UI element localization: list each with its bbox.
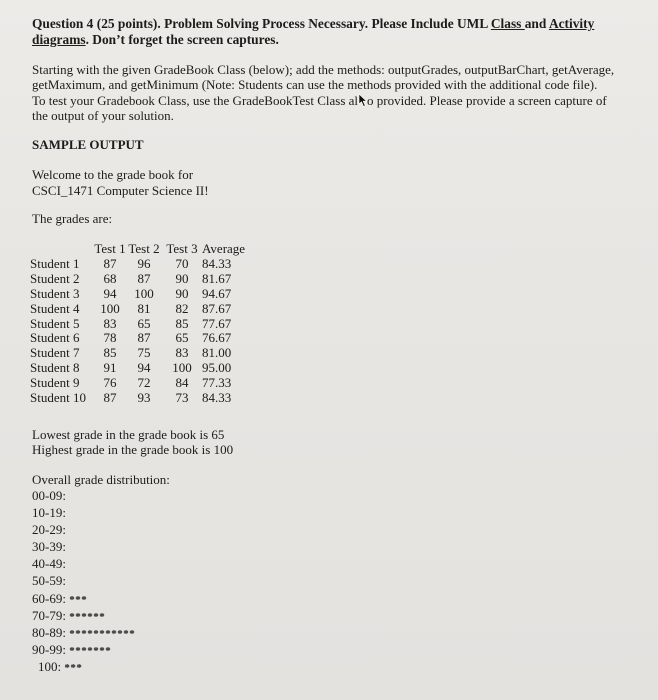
course-line: CSCI_1471 Computer Science II! — [32, 183, 209, 198]
table-row — [30, 302, 245, 317]
table-cell-student: Student 6 — [30, 330, 80, 346]
heading-text-a: Question 4 (25 points). Problem Solving Process Necessary. Please Include UML — [32, 16, 491, 31]
table-cell-t3: 70 — [175, 255, 189, 271]
heading-activity: Activity — [548, 16, 595, 31]
instructions-line: getMaximum, and getMinimum (Note: Students can use the methods provided with the additional code file). — [32, 77, 598, 93]
instructions-line: the output of your solution. — [32, 107, 174, 123]
table-cell-t3: 65 — [175, 330, 189, 346]
table-cell-avg: 84.33 — [202, 390, 232, 406]
table-cell-t2: 94 — [137, 360, 151, 376]
table-cell-student: Student 4 — [30, 300, 80, 316]
highest-grade-line: Highest grade in the grade book is 100 — [32, 442, 234, 457]
table-row — [30, 331, 245, 346]
table-cell-t3: 90 — [175, 285, 189, 301]
distribution-row — [32, 608, 170, 625]
grades-table — [30, 242, 245, 406]
table-cell-t3: 83 — [175, 345, 189, 361]
table-cell-avg: 81.67 — [202, 270, 232, 286]
table-row — [30, 317, 245, 332]
table-cell-t1: 68 — [103, 270, 117, 286]
distribution-range: 40-49: — [32, 556, 66, 572]
instructions-paragraph — [32, 62, 632, 123]
instructions-line — [32, 93, 632, 108]
distribution-range: 10-19: — [32, 505, 66, 521]
grades-intro: The grades are: — [32, 211, 113, 226]
distribution-row — [32, 556, 170, 573]
distribution-row — [32, 625, 170, 642]
distribution-range: 60-69: — [32, 590, 66, 606]
distribution-row — [32, 591, 170, 608]
distribution-row — [32, 573, 170, 590]
distribution-row — [32, 505, 170, 522]
header-cell: Test 3 — [166, 241, 198, 256]
instructions-line: Starting with the given GradeBook Class (below); add the methods: outputGrades, outputBarChart, getAverage, — [32, 62, 615, 77]
welcome-message — [32, 167, 209, 199]
table-cell-t2: 75 — [137, 345, 151, 361]
table-cell-t3: 84 — [175, 375, 189, 391]
table-row — [30, 257, 245, 272]
header-cell: Average — [202, 241, 246, 256]
table-row — [30, 361, 245, 376]
grade-distribution — [32, 472, 170, 676]
distribution-stars: ****** — [69, 610, 106, 623]
table-cell-t2: 72 — [137, 375, 151, 391]
distribution-stars: *** — [69, 593, 88, 606]
table-cell-t1: 87 — [103, 390, 117, 406]
table-cell-student: Student 8 — [30, 360, 80, 376]
table-cell-t3: 73 — [175, 390, 189, 406]
table-row — [30, 391, 245, 406]
table-cell-student: Student 9 — [30, 375, 80, 391]
distribution-row — [32, 488, 170, 505]
table-cell-avg: 76.67 — [202, 330, 232, 346]
table-header-row — [30, 242, 245, 257]
table-cell-t2: 81 — [137, 300, 151, 316]
heading-and: and — [524, 16, 549, 31]
table-cell-t2: 87 — [137, 270, 151, 286]
table-cell-t2: 87 — [137, 330, 151, 346]
table-row — [30, 272, 245, 287]
distribution-range: 30-39: — [32, 539, 66, 555]
table-cell-t1: 91 — [103, 360, 117, 376]
distribution-range: 20-29: — [32, 522, 66, 538]
table-cell-t3: 90 — [175, 270, 189, 286]
table-cell-t3: 85 — [175, 315, 189, 331]
distribution-range: 50-59: — [32, 573, 66, 589]
table-cell-t1: 78 — [103, 330, 117, 346]
distribution-range: 70-79: — [32, 607, 66, 623]
table-cell-t3: 82 — [175, 300, 189, 316]
table-cell-student: Student 5 — [30, 315, 80, 331]
distribution-range: 100: — [38, 658, 62, 674]
table-cell-t2: 100 — [134, 285, 154, 301]
distribution-range: 80-89: — [32, 624, 66, 640]
table-cell-avg: 77.67 — [202, 315, 232, 331]
table-cell-avg: 81.00 — [202, 345, 232, 361]
welcome-line: Welcome to the grade book for — [32, 167, 194, 182]
mouse-cursor-icon — [358, 94, 367, 107]
table-cell-t1: 85 — [103, 345, 117, 361]
table-cell-t2: 96 — [137, 255, 151, 271]
table-cell-student: Student 3 — [30, 285, 80, 301]
distribution-row — [32, 522, 170, 539]
heading-text-b: . Don’t forget the screen captures. — [85, 32, 279, 47]
table-cell-t1: 83 — [103, 315, 117, 331]
table-cell-t1: 94 — [103, 285, 117, 301]
distribution-range: 90-99: — [32, 641, 66, 657]
min-max-summary — [32, 427, 233, 457]
table-cell-t1: 76 — [103, 375, 117, 391]
table-cell-student: Student 10 — [30, 390, 86, 406]
table-cell-t1: 100 — [100, 300, 120, 316]
table-cell-avg: 84.33 — [202, 255, 232, 271]
distribution-row — [32, 659, 170, 676]
table-row — [30, 376, 245, 391]
table-cell-t2: 93 — [137, 390, 151, 406]
table-cell-t3: 100 — [172, 360, 192, 376]
header-cell: Test 1 — [94, 241, 126, 256]
table-cell-student: Student 7 — [30, 345, 80, 361]
distribution-range: 00-09: — [32, 488, 66, 503]
heading-class: Class — [490, 16, 525, 31]
question-heading — [32, 16, 632, 48]
distribution-row — [32, 642, 170, 659]
distribution-stars: *********** — [69, 627, 136, 640]
header-cell: Test 2 — [128, 241, 160, 256]
instructions-text: To test your Gradebook Class, use the GradeBookTest Class al — [32, 92, 359, 108]
instructions-text: o provided. Please provide a screen capture of — [367, 92, 607, 108]
distribution-stars: ******* — [69, 644, 112, 657]
table-cell-t2: 65 — [137, 315, 151, 331]
table-cell-t1: 87 — [103, 255, 117, 271]
table-row — [30, 287, 245, 302]
heading-diagrams: diagrams — [32, 32, 86, 47]
distribution-stars: *** — [64, 661, 83, 674]
table-row — [30, 346, 245, 361]
distribution-row — [32, 539, 170, 556]
distribution-title: Overall grade distribution: — [32, 472, 170, 487]
header-cell — [30, 242, 94, 257]
table-cell-avg: 87.67 — [202, 300, 232, 316]
table-cell-student: Student 1 — [30, 255, 80, 271]
table-cell-student: Student 2 — [30, 270, 80, 286]
table-cell-avg: 95.00 — [202, 360, 232, 376]
lowest-grade-line: Lowest grade in the grade book is 65 — [32, 427, 225, 442]
sample-output-label: SAMPLE OUTPUT — [32, 137, 144, 152]
table-cell-avg: 94.67 — [202, 285, 232, 301]
table-cell-avg: 77.33 — [202, 375, 232, 391]
